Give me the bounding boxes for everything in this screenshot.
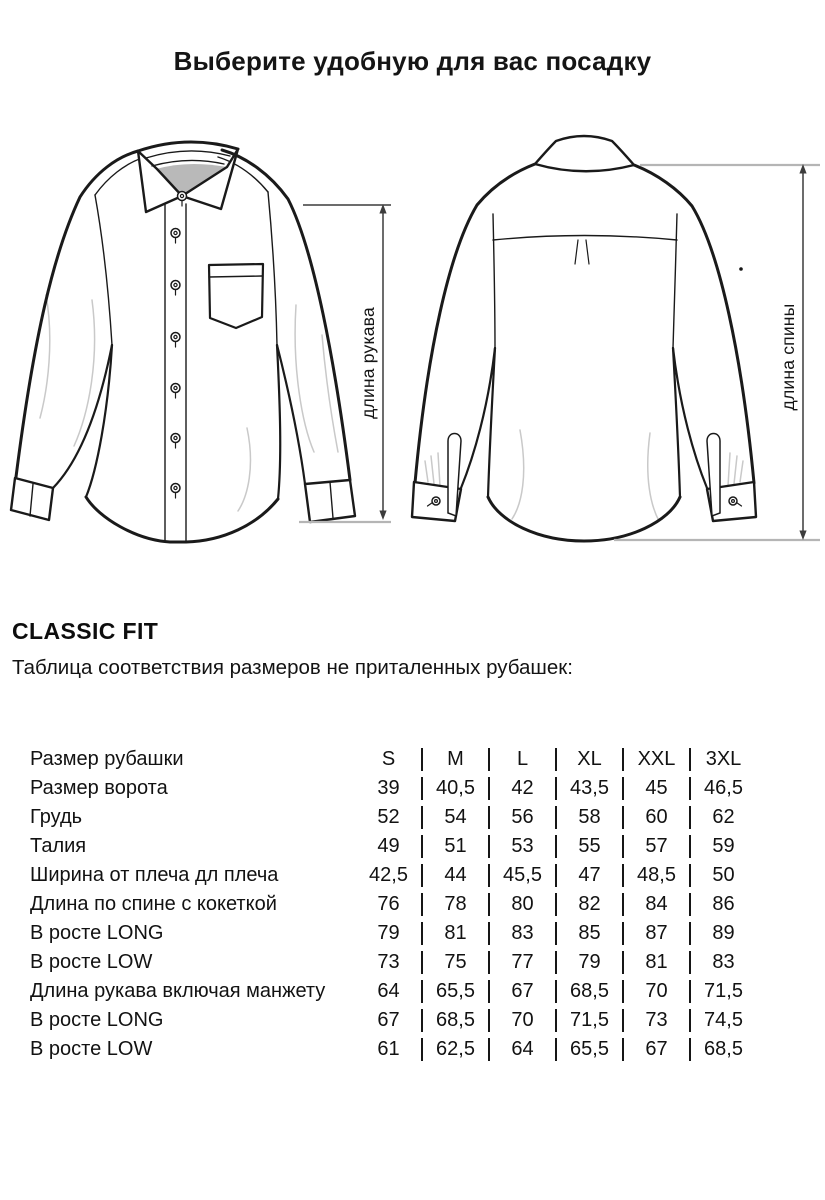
front-buttons <box>171 192 187 499</box>
cell-value: 55 <box>556 832 623 861</box>
cell-value: 86 <box>690 890 757 919</box>
cell-value: 68,5 <box>690 1035 757 1064</box>
front-right-sleeve-outline <box>222 150 350 480</box>
chest-pocket <box>209 264 263 328</box>
placket-button <box>171 333 180 348</box>
placket-button <box>171 384 180 399</box>
cell-value: 61 <box>377 1038 400 1060</box>
row-label: Размер ворота <box>30 777 168 799</box>
cell-value: 45 <box>623 774 690 803</box>
cell-value: 57 <box>623 832 690 861</box>
fit-subtitle: Таблица соответствия размеров не приталенных рубашек: <box>12 656 573 679</box>
cell-value: 62 <box>690 803 757 832</box>
cell-value: 52 <box>377 806 400 828</box>
cell-value: 67 <box>623 1035 690 1064</box>
table-row <box>30 977 757 1006</box>
cell-value: 81 <box>623 948 690 977</box>
cell-value: 79 <box>556 948 623 977</box>
cell-value: 53 <box>489 832 556 861</box>
table-row <box>30 832 757 861</box>
back-right-armhole-seam <box>673 214 677 348</box>
cell-value: 70 <box>489 1006 556 1035</box>
yoke-seam <box>493 236 677 241</box>
cell-value: 75 <box>422 948 489 977</box>
cell-value: 3XL <box>690 745 757 774</box>
cell-value: 71,5 <box>690 977 757 1006</box>
back-hem <box>488 497 680 541</box>
front-hem <box>86 497 278 542</box>
size-table-body <box>30 745 757 1064</box>
back-right-cuff <box>707 434 756 522</box>
cell-value: XL <box>556 745 623 774</box>
row-label: Длина по спине с кокеткой <box>30 893 277 915</box>
cell-value: 62,5 <box>422 1035 489 1064</box>
cell-value: 47 <box>556 861 623 890</box>
back-left-sleeve-outline <box>415 164 535 483</box>
cell-value: 73 <box>623 1006 690 1035</box>
back-crease-lines <box>425 430 743 521</box>
cell-value: 42 <box>489 774 556 803</box>
cell-value: L <box>489 745 556 774</box>
cell-value: 64 <box>489 1035 556 1064</box>
cell-value: 79 <box>377 922 400 944</box>
collar-button <box>178 192 187 207</box>
table-row <box>30 1006 757 1035</box>
table-row <box>30 1035 757 1064</box>
table-row <box>30 774 757 803</box>
cell-value: 51 <box>422 832 489 861</box>
cell-value: 40,5 <box>422 774 489 803</box>
cell-value: M <box>422 745 489 774</box>
placket-button <box>171 434 180 449</box>
table-row <box>30 948 757 977</box>
cell-value: 43,5 <box>556 774 623 803</box>
cell-value: 54 <box>422 803 489 832</box>
table-row <box>30 861 757 890</box>
cell-value: 74,5 <box>690 1006 757 1035</box>
front-right-cuff <box>305 480 355 522</box>
cell-value: 67 <box>489 977 556 1006</box>
cell-value: 39 <box>377 777 400 799</box>
size-table <box>30 745 757 1064</box>
cell-value: 84 <box>623 890 690 919</box>
front-crease-lines <box>40 295 338 511</box>
cell-value: 64 <box>377 980 400 1002</box>
row-label: Талия <box>30 835 87 857</box>
table-row-header <box>30 745 757 774</box>
cell-value: 71,5 <box>556 1006 623 1035</box>
cell-value: 81 <box>422 919 489 948</box>
cell-value: 60 <box>623 803 690 832</box>
front-right-armhole-seam <box>268 192 277 345</box>
cell-value: 68,5 <box>422 1006 489 1035</box>
sleeve-length-label: длина рукава <box>357 307 378 419</box>
row-label: Длина рукава включая манжету <box>30 980 326 1002</box>
row-label: Размер рубашки <box>30 748 184 770</box>
cell-value: 49 <box>377 835 400 857</box>
cell-value: 59 <box>690 832 757 861</box>
cell-value: 56 <box>489 803 556 832</box>
cell-value: 68,5 <box>556 977 623 1006</box>
back-right-sleeve-outline <box>634 165 754 483</box>
cell-value: 89 <box>690 919 757 948</box>
fit-heading: CLASSIC FIT <box>12 618 159 644</box>
front-left-shoulder-seam <box>95 158 142 195</box>
table-row <box>30 890 757 919</box>
placket-button <box>171 229 180 244</box>
cell-value: 76 <box>377 893 400 915</box>
cell-value: 65,5 <box>556 1035 623 1064</box>
cell-value: 42,5 <box>369 864 408 886</box>
shirt-back-drawing <box>412 136 756 541</box>
cell-value: XXL <box>623 745 690 774</box>
cell-value: S <box>381 748 396 770</box>
cell-value: 87 <box>623 919 690 948</box>
row-label: Грудь <box>30 806 83 828</box>
row-label: В росте LOW <box>30 1038 153 1060</box>
cell-value: 85 <box>556 919 623 948</box>
cell-value: 58 <box>556 803 623 832</box>
cell-value: 65,5 <box>422 977 489 1006</box>
cell-value: 50 <box>690 861 757 890</box>
placket-button <box>171 281 180 296</box>
cell-value: 45,5 <box>489 861 556 890</box>
row-label: В росте LOW <box>30 951 153 973</box>
cell-value: 44 <box>422 861 489 890</box>
placket-button <box>171 484 180 499</box>
front-collar <box>138 142 238 212</box>
cell-value: 78 <box>422 890 489 919</box>
front-left-cuff <box>11 478 53 520</box>
cell-value: 48,5 <box>623 861 690 890</box>
cell-value: 67 <box>377 1009 400 1031</box>
shirt-front-drawing <box>11 142 355 542</box>
stray-dot <box>739 267 743 271</box>
cell-value: 46,5 <box>690 774 757 803</box>
front-left-sleeve-outline <box>16 151 138 477</box>
cell-value: 83 <box>690 948 757 977</box>
cell-value: 83 <box>489 919 556 948</box>
box-pleat <box>575 240 589 264</box>
row-label: Ширина от плеча дл плеча <box>30 864 279 886</box>
table-row <box>30 919 757 948</box>
row-label: В росте LONG <box>30 1009 164 1031</box>
cell-value: 82 <box>556 890 623 919</box>
back-left-armhole-seam <box>493 214 495 348</box>
back-length-label: длина спины <box>777 303 798 411</box>
page-title: Выберите удобную для вас посадку <box>173 46 652 76</box>
front-left-armhole-seam <box>95 195 112 345</box>
row-label: В росте LONG <box>30 922 164 944</box>
cell-value: 80 <box>489 890 556 919</box>
cell-value: 77 <box>489 948 556 977</box>
cell-value: 70 <box>623 977 690 1006</box>
table-row <box>30 803 757 832</box>
cell-value: 73 <box>377 951 400 973</box>
back-collar <box>535 136 634 171</box>
